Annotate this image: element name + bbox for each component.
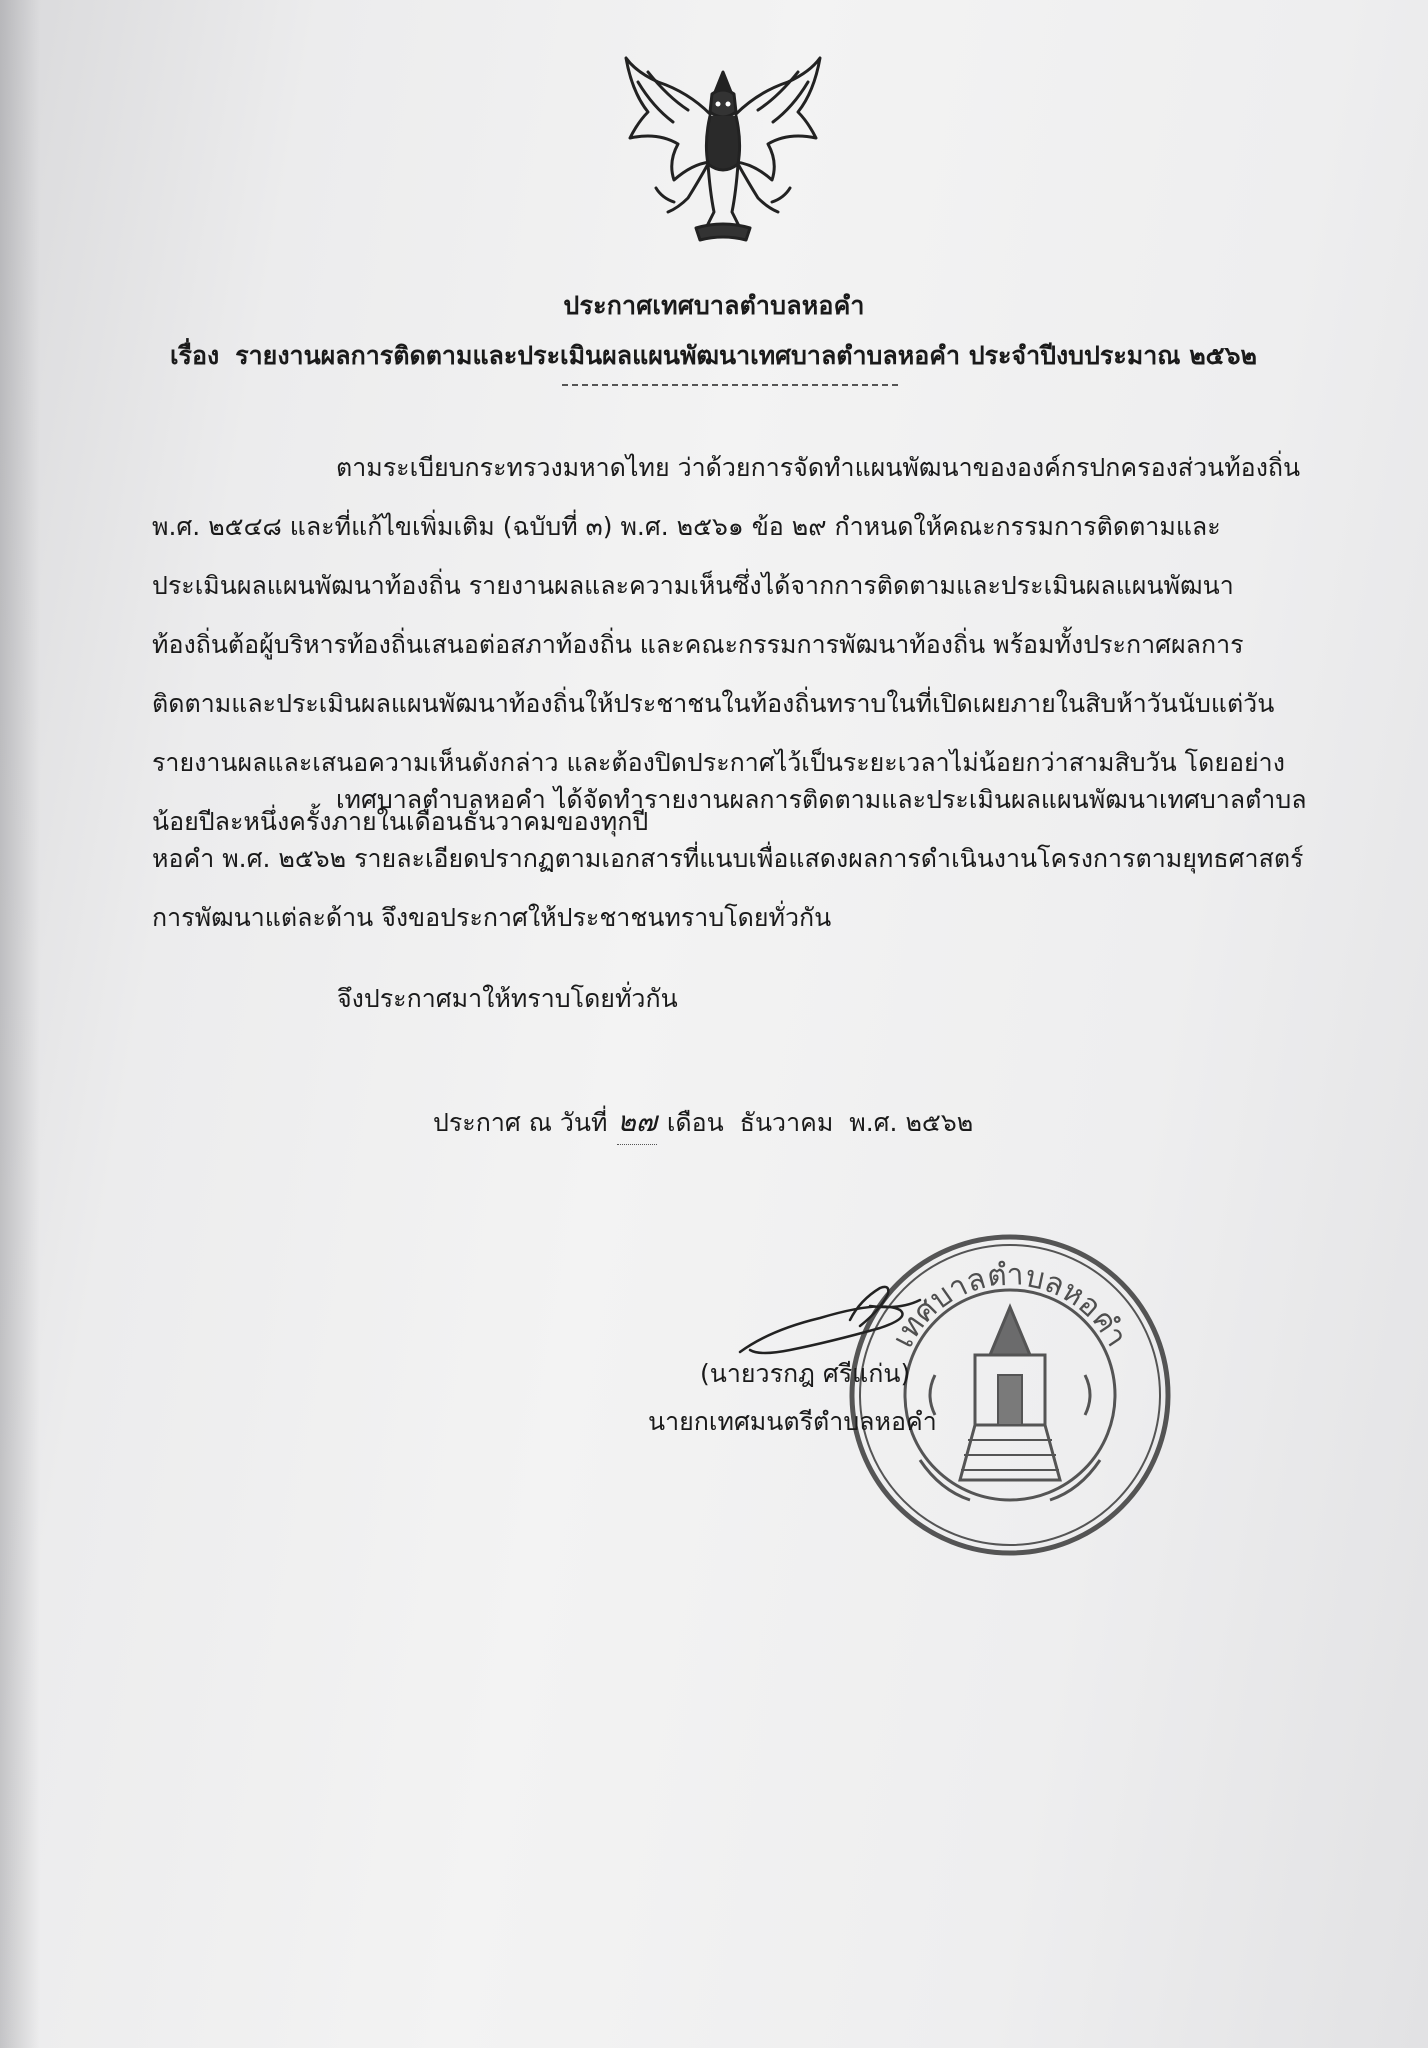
paragraph-line: พ.ศ. ๒๕๔๘ และที่แก้ไขเพิ่มเติม (ฉบับที่ ๓) พ.ศ. ๒๕๖๑ ข้อ ๒๙ กำหนดให้คณะกรรมการติดตามและ	[152, 512, 1221, 541]
signer-title: นายกเทศมนตรีตำบลหอคำ	[648, 1407, 937, 1436]
subject-text: รายงานผลการติดตามและประเมินผลแผนพัฒนาเทศบาลตำบลหอคำ ประจำปีงบประมาณ ๒๕๖๒	[235, 341, 1257, 370]
paragraph-line: น้อยปีละหนึ่งครั้งภายในเดือนธันวาคมของทุกปี	[152, 807, 649, 836]
announcement-date	[433, 1100, 973, 1145]
paragraph-line: ท้องถิ่นต้อผู้บริหารท้องถิ่นเสนอต่อสภาท้องถิ่น และคณะกรรมการพัฒนาท้องถิ่น พร้อมทั้งประกาศผลการ	[152, 630, 1244, 659]
paragraph-line: ตามระเบียบกระทรวงมหาดไทย ว่าด้วยการจัดทำแผนพัฒนาขององค์กรปกครองส่วนท้องถิ่น	[336, 453, 1301, 482]
paragraph-line: ประเมินผลแผนพัฒนาท้องถิ่น รายงานผลและความเห็นซึ่งได้จากการติดตามและประเมินผลแผนพัฒนา	[152, 571, 1234, 600]
garuda-emblem-icon	[618, 52, 828, 252]
paragraph-line: การพัฒนาแต่ละด้าน จึงขอประกาศให้ประชาชนทราบโดยทั่วกัน	[152, 903, 832, 932]
date-year-label: พ.ศ.	[849, 1108, 898, 1137]
paragraph-line: หอคำ พ.ศ. ๒๕๖๒ รายละเอียดปรากฏตามเอกสารที่แนบเพื่อแสดงผลการดำเนินงานโครงการตามยุทธศาสตร์	[152, 844, 1304, 873]
subject-label: เรื่อง	[170, 341, 220, 370]
date-month-label: เดือน	[666, 1108, 724, 1137]
date-prefix: ประกาศ ณ วันที่	[433, 1108, 608, 1137]
closing-statement: จึงประกาศมาให้ทราบโดยทั่วกัน	[337, 984, 678, 1013]
date-month: ธันวาคม	[739, 1108, 834, 1137]
document-title: ประกาศเทศบาลตำบลหอคำ	[563, 291, 865, 320]
date-day-handwritten: ๒๗	[617, 1100, 657, 1145]
handwritten-signature-icon	[730, 1270, 930, 1360]
signer-name: (นายวรกฎ ศรีแก่น)	[700, 1359, 911, 1388]
paragraph-line: ติดตามและประเมินผลแผนพัฒนาท้องถิ่นให้ประชาชนในท้องถิ่นทราบในที่เปิดเผยภายในสิบห้าวันนับแต่วัน	[152, 689, 1275, 718]
paragraph-line: รายงานผลและเสนอความเห็นดังกล่าว และต้องปิดประกาศไว้เป็นระยะเวลาไม่น้อยกว่าสามสิบวัน โดยอย่าง	[152, 748, 1285, 777]
paragraph-line: เทศบาลตำบลหอคำ ได้จัดทำรายงานผลการติดตามและประเมินผลแผนพัฒนาเทศบาลตำบล	[336, 785, 1307, 814]
paragraph-2	[152, 770, 1307, 947]
seal-text: เทศบาลตำบลหอคำ	[885, 1257, 1134, 1354]
document-subject	[170, 336, 1370, 376]
divider-rule	[562, 384, 898, 386]
date-year: ๒๕๖๒	[905, 1108, 974, 1137]
